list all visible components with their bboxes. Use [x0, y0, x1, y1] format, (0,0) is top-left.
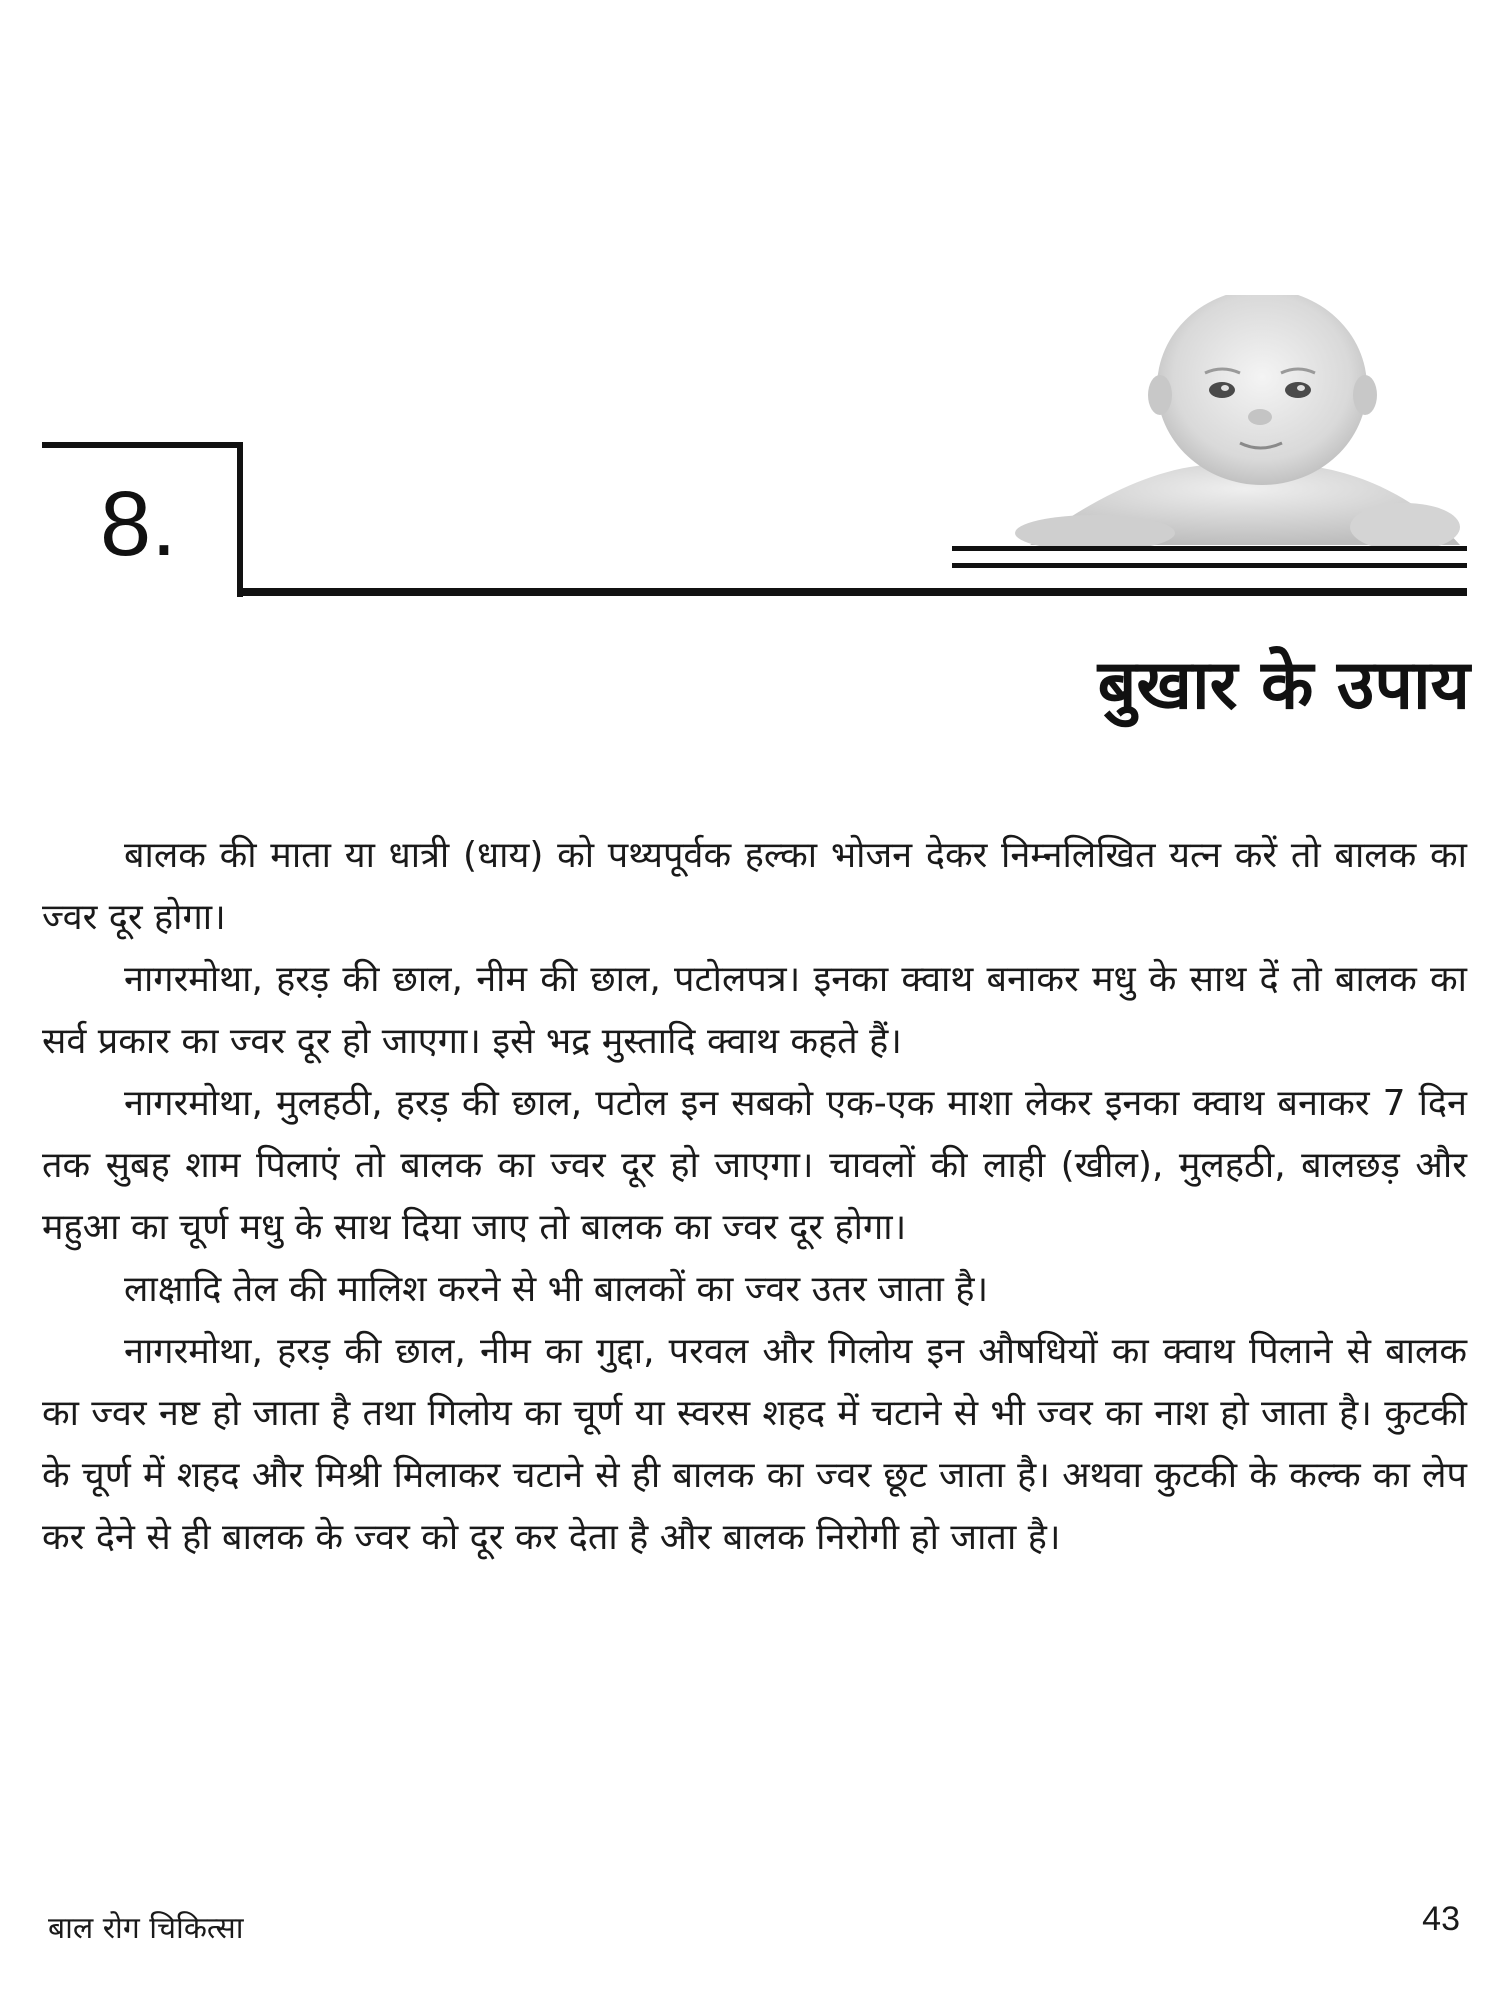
title-rule-lower [952, 563, 1467, 568]
paragraph: नागरमोथा, हरड़ की छाल, नीम की छाल, पटोलपत्र। इनका क्वाथ बनाकर मधु के साथ दें तो बालक का सर्व प्रकार का ज्वर दूर हो जाएगा। इसे भद्र मुस्तादि क्वाथ कहते हैं। [42, 959, 1467, 1062]
paragraph: नागरमोथा, मुलहठी, हरड़ की छाल, पटोल इन सबको एक-एक माशा लेकर इनका क्वाथ बनाकर 7 दिन तक सुबह शाम पिलाएं तो बालक का ज्वर दूर हो जाएगा। चावलों की लाही (खील), मुलहठी, बालछड़ और महुआ का चूर्ण मधु के साथ दिया जाए तो बालक का ज्वर दूर होगा। [42, 1083, 1467, 1248]
title-rule-upper [952, 546, 1467, 551]
footer-book-title: बाल रोग चिकित्सा [48, 1911, 244, 1946]
paragraph: बालक की माता या धात्री (धाय) को पथ्यपूर्वक हल्का भोजन देकर निम्नलिखित यत्न करें तो बालक का ज्वर दूर होगा। [42, 835, 1467, 938]
page-number: 43 [1422, 1900, 1460, 1938]
chapter-rule-top [42, 442, 243, 448]
paragraph: लाक्षादि तेल की मालिश करने से भी बालकों का ज्वर उतर जाता है। [124, 1269, 989, 1310]
chapter-number: 8. [100, 473, 177, 575]
chapter-title: बुखार के उपाय [1097, 646, 1470, 725]
paragraph: नागरमोथा, हरड़ की छाल, नीम का गुद्दा, परवल और गिलोय इन औषधियों का क्वाथ पिलाने से बालक का ज्वर नष्ट हो जाता है तथा गिलोय का चूर्ण या स्वरस शहद में चटाने से भी ज्वर का नाश हो जाता है। कुटकी के चूर्ण में शहद और मिश्री मिलाकर चटाने से ही बालक का ज्वर छूट जाता है। अथवा कुटकी के कल्क का लेप कर देने से ही बालक के ज्वर को दूर कर देता है और बालक निरोगी हो जाता है। [42, 1331, 1467, 1558]
chapter-rule-vertical [237, 442, 243, 597]
body-text [42, 825, 1467, 1569]
baby-photo-icon [1000, 295, 1470, 557]
chapter-rule-bottom [237, 588, 1467, 596]
